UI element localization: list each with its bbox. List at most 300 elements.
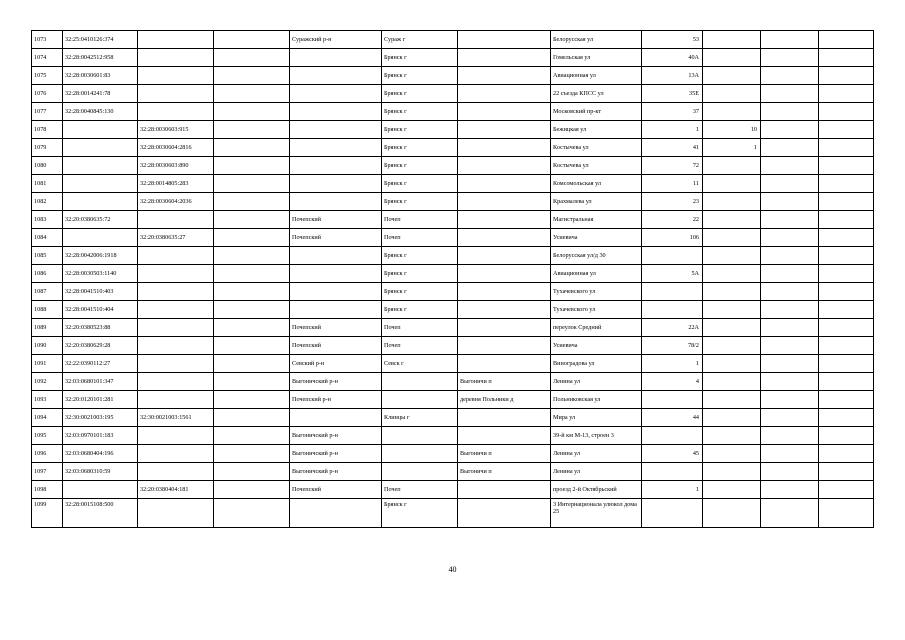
row-number-cell: 1081 — [32, 175, 63, 193]
city-cell: Брянск г — [382, 67, 458, 85]
locality-cell — [458, 193, 551, 211]
street-cell: Ленина ул — [551, 373, 642, 391]
row-number-cell: 1093 — [32, 391, 63, 409]
city-cell: Брянск г — [382, 49, 458, 67]
house-number-cell: 78/2 — [642, 337, 703, 355]
house-number-cell: 22 — [642, 211, 703, 229]
locality-cell — [458, 283, 551, 301]
district-cell: Почепский — [290, 319, 382, 337]
street-cell: Мира ул — [551, 409, 642, 427]
district-cell — [290, 499, 382, 528]
city-cell: Брянск г — [382, 175, 458, 193]
empty-cell — [214, 31, 290, 49]
street-cell: Бежицкая ул — [551, 121, 642, 139]
cadastral-number-2-cell: 32:28:0030604:2036 — [138, 193, 214, 211]
table-row — [32, 409, 874, 427]
cadastral-number-cell: 32:28:0042512:958 — [63, 49, 138, 67]
house-number-cell: 41 — [642, 139, 703, 157]
empty-cell — [214, 211, 290, 229]
cadastral-number-cell — [63, 121, 138, 139]
table-row — [32, 121, 874, 139]
property-register-sheet — [31, 30, 874, 528]
row-number-cell: 1092 — [32, 373, 63, 391]
table-row — [32, 247, 874, 265]
cadastral-number-cell: 32:22:0390112:27 — [63, 355, 138, 373]
extra-cell — [761, 85, 819, 103]
locality-cell — [458, 49, 551, 67]
row-number-cell: 1083 — [32, 211, 63, 229]
cadastral-number-2-cell — [138, 427, 214, 445]
extra-cell — [761, 481, 819, 499]
cadastral-number-2-cell — [138, 211, 214, 229]
locality-cell — [458, 103, 551, 121]
table-row — [32, 139, 874, 157]
extra-number-cell — [703, 247, 761, 265]
extra-cell — [819, 301, 874, 319]
table-row — [32, 427, 874, 445]
extra-number-cell — [703, 49, 761, 67]
row-number-cell: 1077 — [32, 103, 63, 121]
empty-cell — [214, 85, 290, 103]
locality-cell — [458, 121, 551, 139]
cadastral-number-2-cell — [138, 319, 214, 337]
table-row — [32, 211, 874, 229]
district-cell — [290, 121, 382, 139]
cadastral-number-cell: 32:03:0680310:59 — [63, 463, 138, 481]
extra-number-cell — [703, 391, 761, 409]
cadastral-number-cell: 32:28:0015108:500 — [63, 499, 138, 528]
empty-cell — [214, 121, 290, 139]
extra-number-cell: 1 — [703, 139, 761, 157]
page-number: 40 — [448, 565, 457, 574]
locality-cell — [458, 67, 551, 85]
cadastral-number-cell: 32:28:0041510:403 — [63, 283, 138, 301]
cadastral-number-2-cell — [138, 283, 214, 301]
cadastral-number-cell — [63, 157, 138, 175]
street-cell: Тухачевского ул — [551, 283, 642, 301]
district-cell: Выгоничский р-н — [290, 427, 382, 445]
empty-cell — [214, 229, 290, 247]
cadastral-number-cell: 32:20:0380635:72 — [63, 211, 138, 229]
extra-cell — [761, 31, 819, 49]
extra-cell — [761, 427, 819, 445]
extra-cell — [761, 265, 819, 283]
cadastral-number-2-cell — [138, 337, 214, 355]
cadastral-number-cell — [63, 139, 138, 157]
street-cell: Гомельская ул — [551, 49, 642, 67]
locality-cell — [458, 139, 551, 157]
house-number-cell: 23 — [642, 193, 703, 211]
street-cell: 39-й км М-13, строен 3 — [551, 427, 642, 445]
extra-cell — [819, 463, 874, 481]
cadastral-number-2-cell — [138, 265, 214, 283]
house-number-cell: 13А — [642, 67, 703, 85]
street-cell: Комсомольская ул — [551, 175, 642, 193]
extra-cell — [819, 499, 874, 528]
row-number-cell: 1090 — [32, 337, 63, 355]
row-number-cell: 1086 — [32, 265, 63, 283]
street-cell: Тухачевского ул — [551, 301, 642, 319]
street-cell: 22 съезда КПСС ул — [551, 85, 642, 103]
cadastral-number-cell: 32:03:0680101:347 — [63, 373, 138, 391]
locality-cell: Выгоничи п — [458, 463, 551, 481]
locality-cell — [458, 211, 551, 229]
extra-cell — [761, 247, 819, 265]
table-row — [32, 481, 874, 499]
city-cell: Почеп — [382, 481, 458, 499]
cadastral-number-2-cell: 32:30:0021003:1561 — [138, 409, 214, 427]
extra-cell — [761, 121, 819, 139]
extra-number-cell — [703, 103, 761, 121]
table-row — [32, 265, 874, 283]
city-cell: Брянск г — [382, 499, 458, 528]
district-cell — [290, 283, 382, 301]
district-cell: Почепский — [290, 229, 382, 247]
district-cell: Почепский — [290, 481, 382, 499]
empty-cell — [214, 49, 290, 67]
extra-cell — [819, 355, 874, 373]
district-cell: Почепский р-н — [290, 391, 382, 409]
cadastral-number-cell: 32:28:0041510:404 — [63, 301, 138, 319]
house-number-cell: 37 — [642, 103, 703, 121]
city-cell: Брянск г — [382, 157, 458, 175]
house-number-cell — [642, 391, 703, 409]
house-number-cell: 72 — [642, 157, 703, 175]
cadastral-number-2-cell — [138, 499, 214, 528]
city-cell: Брянск г — [382, 85, 458, 103]
cadastral-number-2-cell: 32:28:0030603:915 — [138, 121, 214, 139]
city-cell — [382, 445, 458, 463]
district-cell — [290, 67, 382, 85]
extra-cell — [761, 301, 819, 319]
extra-cell — [819, 85, 874, 103]
house-number-cell: 1 — [642, 481, 703, 499]
extra-cell — [819, 157, 874, 175]
extra-cell — [761, 157, 819, 175]
extra-cell — [761, 49, 819, 67]
extra-cell — [819, 319, 874, 337]
cadastral-number-cell: 32:28:0040845:130 — [63, 103, 138, 121]
table-row — [32, 463, 874, 481]
city-cell: Брянск г — [382, 301, 458, 319]
extra-cell — [761, 211, 819, 229]
street-cell: Усиевича — [551, 337, 642, 355]
row-number-cell: 1084 — [32, 229, 63, 247]
cadastral-number-cell — [63, 481, 138, 499]
extra-cell — [819, 247, 874, 265]
locality-cell — [458, 337, 551, 355]
table-row — [32, 445, 874, 463]
cadastral-number-cell: 32:28:0030601:83 — [63, 67, 138, 85]
house-number-cell — [642, 499, 703, 528]
city-cell: Почеп — [382, 211, 458, 229]
street-cell: проезд 2-й Октябрьский — [551, 481, 642, 499]
row-number-cell: 1085 — [32, 247, 63, 265]
city-cell: Почеп — [382, 319, 458, 337]
cadastral-number-cell — [63, 175, 138, 193]
house-number-cell: 35Е — [642, 85, 703, 103]
extra-number-cell — [703, 301, 761, 319]
table-row — [32, 337, 874, 355]
table-row — [32, 31, 874, 49]
street-cell: Белорусская ул/д 30 — [551, 247, 642, 265]
extra-cell — [819, 121, 874, 139]
extra-cell — [761, 175, 819, 193]
district-cell — [290, 409, 382, 427]
extra-cell — [761, 463, 819, 481]
district-cell — [290, 193, 382, 211]
street-cell: Крахмалева ул — [551, 193, 642, 211]
district-cell — [290, 103, 382, 121]
street-cell: Усиевича — [551, 229, 642, 247]
empty-cell — [214, 445, 290, 463]
locality-cell: Выгоничи п — [458, 445, 551, 463]
empty-cell — [214, 265, 290, 283]
locality-cell: Выгоничи п — [458, 373, 551, 391]
extra-cell — [819, 175, 874, 193]
empty-cell — [214, 247, 290, 265]
row-number-cell: 1094 — [32, 409, 63, 427]
cadastral-number-cell — [63, 193, 138, 211]
locality-cell — [458, 175, 551, 193]
street-cell: Ленина ул — [551, 445, 642, 463]
table-row — [32, 85, 874, 103]
empty-cell — [214, 67, 290, 85]
city-cell: Почеп — [382, 337, 458, 355]
extra-cell — [819, 265, 874, 283]
extra-cell — [761, 499, 819, 528]
extra-cell — [819, 139, 874, 157]
street-cell: 3 Интернационала улюкол дома 25 — [551, 499, 642, 528]
row-number-cell: 1079 — [32, 139, 63, 157]
locality-cell: деревня Польники д — [458, 391, 551, 409]
locality-cell — [458, 301, 551, 319]
extra-number-cell — [703, 265, 761, 283]
street-cell: Московский пр-кт — [551, 103, 642, 121]
extra-number-cell — [703, 319, 761, 337]
extra-cell — [819, 445, 874, 463]
extra-cell — [819, 211, 874, 229]
extra-cell — [819, 49, 874, 67]
empty-cell — [214, 283, 290, 301]
cadastral-number-2-cell — [138, 247, 214, 265]
street-cell: Костычева ул — [551, 139, 642, 157]
locality-cell — [458, 157, 551, 175]
extra-cell — [761, 103, 819, 121]
extra-cell — [761, 391, 819, 409]
cadastral-number-cell: 32:20:0380629:28 — [63, 337, 138, 355]
row-number-cell: 1097 — [32, 463, 63, 481]
row-number-cell: 1098 — [32, 481, 63, 499]
cadastral-number-cell: 32:25:0410126:374 — [63, 31, 138, 49]
locality-cell — [458, 481, 551, 499]
row-number-cell: 1076 — [32, 85, 63, 103]
city-cell: Брянск г — [382, 247, 458, 265]
house-number-cell: 1 — [642, 121, 703, 139]
cadastral-number-2-cell: 32:20:0380404:181 — [138, 481, 214, 499]
city-cell: Брянск г — [382, 103, 458, 121]
empty-cell — [214, 103, 290, 121]
empty-cell — [214, 319, 290, 337]
locality-cell — [458, 265, 551, 283]
table-row — [32, 301, 874, 319]
empty-cell — [214, 175, 290, 193]
cadastral-number-cell: 32:28:0014241:78 — [63, 85, 138, 103]
table-row — [32, 373, 874, 391]
extra-number-cell — [703, 175, 761, 193]
street-cell: Виноградова ул — [551, 355, 642, 373]
street-cell: Магистральная — [551, 211, 642, 229]
locality-cell — [458, 229, 551, 247]
city-cell: Сураж г — [382, 31, 458, 49]
house-number-cell: 44 — [642, 409, 703, 427]
cadastral-number-2-cell: 32:28:0030604:2816 — [138, 139, 214, 157]
row-number-cell: 1082 — [32, 193, 63, 211]
cadastral-number-2-cell: 32:20:0380635:27 — [138, 229, 214, 247]
locality-cell — [458, 247, 551, 265]
city-cell: Брянск г — [382, 283, 458, 301]
cadastral-number-2-cell — [138, 463, 214, 481]
table-row — [32, 193, 874, 211]
row-number-cell: 1080 — [32, 157, 63, 175]
row-number-cell: 1095 — [32, 427, 63, 445]
empty-cell — [214, 427, 290, 445]
table-row — [32, 283, 874, 301]
extra-cell — [819, 229, 874, 247]
cadastral-number-2-cell — [138, 49, 214, 67]
cadastral-number-cell — [63, 229, 138, 247]
empty-cell — [214, 391, 290, 409]
extra-cell — [819, 427, 874, 445]
locality-cell — [458, 31, 551, 49]
table-row — [32, 67, 874, 85]
district-cell — [290, 175, 382, 193]
cadastral-number-2-cell — [138, 391, 214, 409]
table-row — [32, 175, 874, 193]
cadastral-number-cell: 32:28:0042006:1918 — [63, 247, 138, 265]
city-cell: Клинцы г — [382, 409, 458, 427]
extra-cell — [819, 103, 874, 121]
extra-cell — [761, 337, 819, 355]
cadastral-number-cell: 32:28:0030503:1140 — [63, 265, 138, 283]
district-cell: Суражский р-н — [290, 31, 382, 49]
extra-number-cell — [703, 283, 761, 301]
cadastral-number-2-cell — [138, 31, 214, 49]
locality-cell — [458, 85, 551, 103]
extra-number-cell — [703, 157, 761, 175]
house-number-cell — [642, 427, 703, 445]
locality-cell — [458, 499, 551, 528]
house-number-cell — [642, 247, 703, 265]
extra-cell — [761, 445, 819, 463]
district-cell — [290, 265, 382, 283]
extra-cell — [761, 409, 819, 427]
extra-cell — [761, 319, 819, 337]
house-number-cell: 106 — [642, 229, 703, 247]
house-number-cell — [642, 463, 703, 481]
cadastral-number-2-cell — [138, 445, 214, 463]
cadastral-number-cell: 32:03:0680404:196 — [63, 445, 138, 463]
city-cell: Брянск г — [382, 193, 458, 211]
table-row — [32, 355, 874, 373]
city-cell — [382, 463, 458, 481]
district-cell — [290, 301, 382, 319]
extra-number-cell — [703, 355, 761, 373]
house-number-cell: 22А — [642, 319, 703, 337]
cadastral-number-2-cell — [138, 103, 214, 121]
house-number-cell: 1 — [642, 355, 703, 373]
extra-number-cell — [703, 31, 761, 49]
register-rows — [32, 31, 874, 528]
extra-cell — [819, 193, 874, 211]
district-cell — [290, 85, 382, 103]
house-number-cell: 53 — [642, 31, 703, 49]
city-cell: Севск г — [382, 355, 458, 373]
row-number-cell: 1087 — [32, 283, 63, 301]
property-register-table — [31, 30, 874, 528]
empty-cell — [214, 193, 290, 211]
cadastral-number-2-cell — [138, 355, 214, 373]
cadastral-number-2-cell — [138, 67, 214, 85]
cadastral-number-cell: 32:03:0970101:183 — [63, 427, 138, 445]
extra-cell — [819, 337, 874, 355]
house-number-cell: 11 — [642, 175, 703, 193]
cadastral-number-2-cell: 32:28:0030603:890 — [138, 157, 214, 175]
extra-number-cell — [703, 67, 761, 85]
district-cell: Почепский — [290, 337, 382, 355]
street-cell: Авиационная ул — [551, 67, 642, 85]
extra-cell — [819, 283, 874, 301]
house-number-cell — [642, 301, 703, 319]
extra-number-cell — [703, 193, 761, 211]
city-cell: Брянск г — [382, 265, 458, 283]
row-number-cell: 1088 — [32, 301, 63, 319]
empty-cell — [214, 409, 290, 427]
empty-cell — [214, 499, 290, 528]
extra-cell — [819, 67, 874, 85]
cadastral-number-2-cell — [138, 85, 214, 103]
house-number-cell: 4 — [642, 373, 703, 391]
empty-cell — [214, 463, 290, 481]
district-cell — [290, 247, 382, 265]
extra-number-cell — [703, 481, 761, 499]
house-number-cell: 40А — [642, 49, 703, 67]
district-cell: Севский р-н — [290, 355, 382, 373]
row-number-cell: 1099 — [32, 499, 63, 528]
empty-cell — [214, 355, 290, 373]
cadastral-number-2-cell — [138, 373, 214, 391]
street-cell: Костычева ул — [551, 157, 642, 175]
extra-cell — [761, 139, 819, 157]
extra-cell — [819, 373, 874, 391]
city-cell: Брянск г — [382, 139, 458, 157]
locality-cell — [458, 319, 551, 337]
cadastral-number-cell: 32:30:0021003:195 — [63, 409, 138, 427]
extra-number-cell — [703, 427, 761, 445]
cadastral-number-cell: 32:20:0120101:281 — [63, 391, 138, 409]
extra-number-cell — [703, 463, 761, 481]
empty-cell — [214, 301, 290, 319]
extra-number-cell — [703, 409, 761, 427]
table-row — [32, 157, 874, 175]
table-row — [32, 229, 874, 247]
city-cell: Брянск г — [382, 121, 458, 139]
empty-cell — [214, 139, 290, 157]
extra-cell — [761, 283, 819, 301]
table-row — [32, 499, 874, 528]
empty-cell — [214, 337, 290, 355]
city-cell — [382, 373, 458, 391]
